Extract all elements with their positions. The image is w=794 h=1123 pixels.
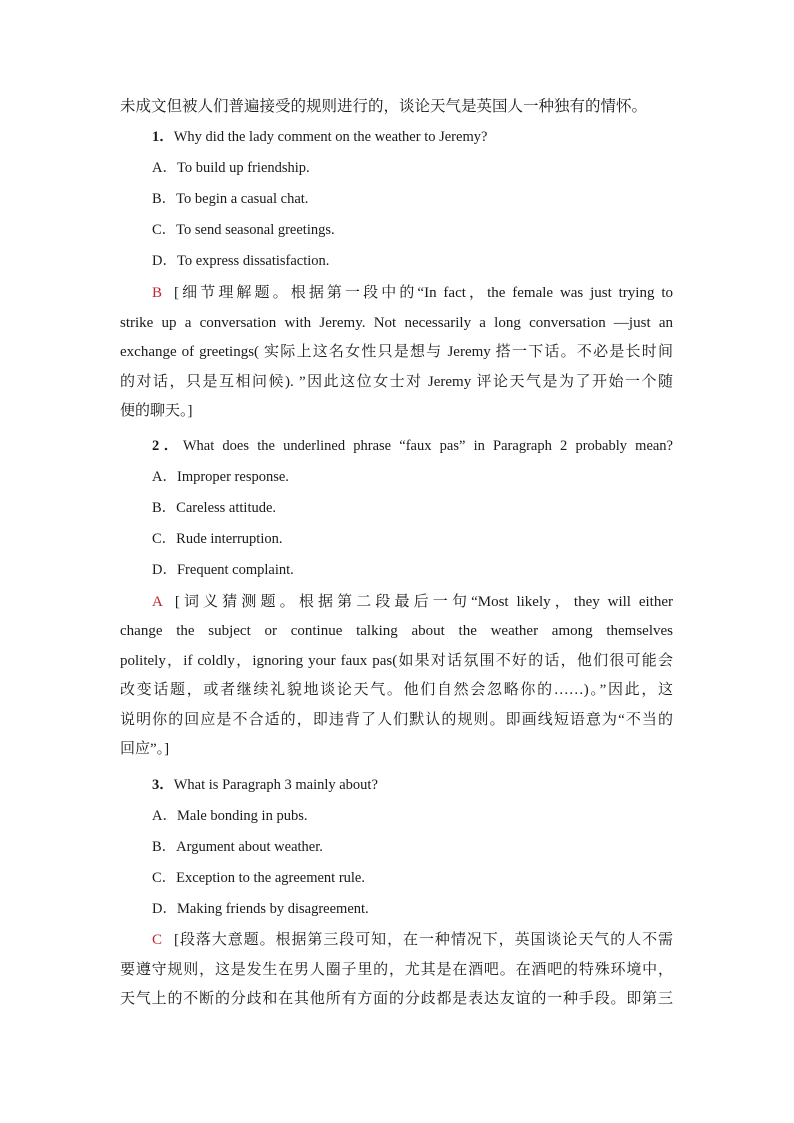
answer-line: 要遵守规则，这是发生在男人圈子里的，尤其是在酒吧。在酒吧的特殊环境中， <box>120 961 673 978</box>
option-c <box>120 863 673 894</box>
option-a <box>120 801 673 832</box>
option-text: Careless attitude. <box>176 499 277 516</box>
option-text: Exception to the agreement rule. <box>176 869 365 886</box>
option-text: Rude interruption. <box>176 530 283 547</box>
option-text: Argument about weather. <box>176 838 323 855</box>
answer-line: change the subject or continue talking about the weather among themselves <box>120 623 673 639</box>
question-stem-row <box>120 431 673 462</box>
option-label: D． <box>152 900 177 917</box>
option-text: To begin a casual chat. <box>176 191 309 207</box>
answer-line: 便的聊天。] <box>120 403 193 419</box>
answer-line <box>120 588 673 618</box>
answer-letter: A <box>152 593 163 610</box>
option-b <box>120 832 673 863</box>
answer-line: 说明你的回应是不合适的，即违背了人们默认的规则。即画线短语意为“不当的 <box>120 711 673 728</box>
answer-line: 的对话，只是互相问候). ”因此这位女士对 Jeremy 评论天气是为了开始一个随 <box>120 373 673 390</box>
answer-line: strike up a conversation with Jeremy. Not necessarily a long conversation —just an <box>120 314 673 331</box>
answer-text: [段落大意题。根据第三段可知，在一种情况下，英国谈论天气的人不需 <box>174 932 673 948</box>
question-3 <box>120 770 673 925</box>
option-b <box>120 184 673 215</box>
option-d <box>120 246 673 277</box>
question-stem-row <box>120 122 673 153</box>
answer-text: [细节理解题。根据第一段中的“In fact，the female was just trying to <box>174 285 673 301</box>
document-content <box>120 91 673 1015</box>
option-c <box>120 215 673 246</box>
answer-explanation-3 <box>120 926 673 1015</box>
question-stem-row <box>120 770 673 801</box>
answer-letter: B <box>152 285 163 301</box>
question-number: 2． <box>152 437 183 454</box>
answer-explanation-2 <box>120 588 673 765</box>
option-a <box>120 462 673 493</box>
option-text: Frequent complaint. <box>176 561 294 578</box>
answer-line: politely，if coldly，ignoring your faux pas(如果对话氛围不好的话，他们很可能会 <box>120 652 673 669</box>
option-label: A． <box>152 160 177 176</box>
option-label: A． <box>152 807 177 824</box>
question-2 <box>120 431 673 586</box>
option-text: To express dissatisfaction. <box>176 253 330 269</box>
answer-line: exchange of greetings( 实际上这名女性只是想与 Jeremy 搭一下话。不必是长时间 <box>120 344 673 360</box>
option-label: D． <box>152 253 177 269</box>
answer-line: 改变话题，或者继续礼貌地谈论天气。他们自然会忽略你的……)。”因此，这 <box>120 682 673 698</box>
option-text: Male bonding in pubs. <box>176 807 308 824</box>
question-stem: What is Paragraph 3 mainly about? <box>173 776 378 793</box>
answer-line: 回应”。] <box>120 741 170 757</box>
answer-line <box>120 279 673 309</box>
option-label: C． <box>152 222 177 238</box>
answer-letter: C <box>152 932 163 948</box>
option-a <box>120 153 673 184</box>
answer-explanation-1 <box>120 279 673 427</box>
option-label: B． <box>152 191 177 207</box>
option-label: B． <box>152 499 177 516</box>
answer-line <box>120 926 673 956</box>
question-1 <box>120 122 673 277</box>
answer-line: 天气上的不断的分歧和在其他所有方面的分歧都是表达友谊的一种手段。即第三 <box>120 991 673 1008</box>
option-label: B． <box>152 838 177 855</box>
question-stem: Why did the lady comment on the weather to Jeremy? <box>173 129 488 145</box>
question-number: 1． <box>152 129 174 145</box>
question-number: 3． <box>152 776 174 793</box>
intro-line: 未成文但被人们普遍接受的规则进行的，谈论天气是英国人一种独有的情怀。 <box>120 98 648 115</box>
option-text: Making friends by disagreement. <box>176 900 369 917</box>
option-label: C． <box>152 530 177 547</box>
option-d <box>120 555 673 586</box>
option-d <box>120 894 673 925</box>
option-label: D． <box>152 561 177 578</box>
question-stem: What does the underlined phrase “faux pas” in Paragraph 2 probably mean? <box>182 437 673 454</box>
option-label: A． <box>152 468 177 485</box>
option-b <box>120 493 673 524</box>
option-label: C． <box>152 869 177 886</box>
option-text: To send seasonal greetings. <box>176 222 335 238</box>
option-text: To build up friendship. <box>176 160 310 176</box>
option-c <box>120 524 673 555</box>
answer-text: [词义猜测题。根据第二段最后一句“Most likely，they will either <box>174 593 673 610</box>
option-text: Improper response. <box>176 468 289 485</box>
